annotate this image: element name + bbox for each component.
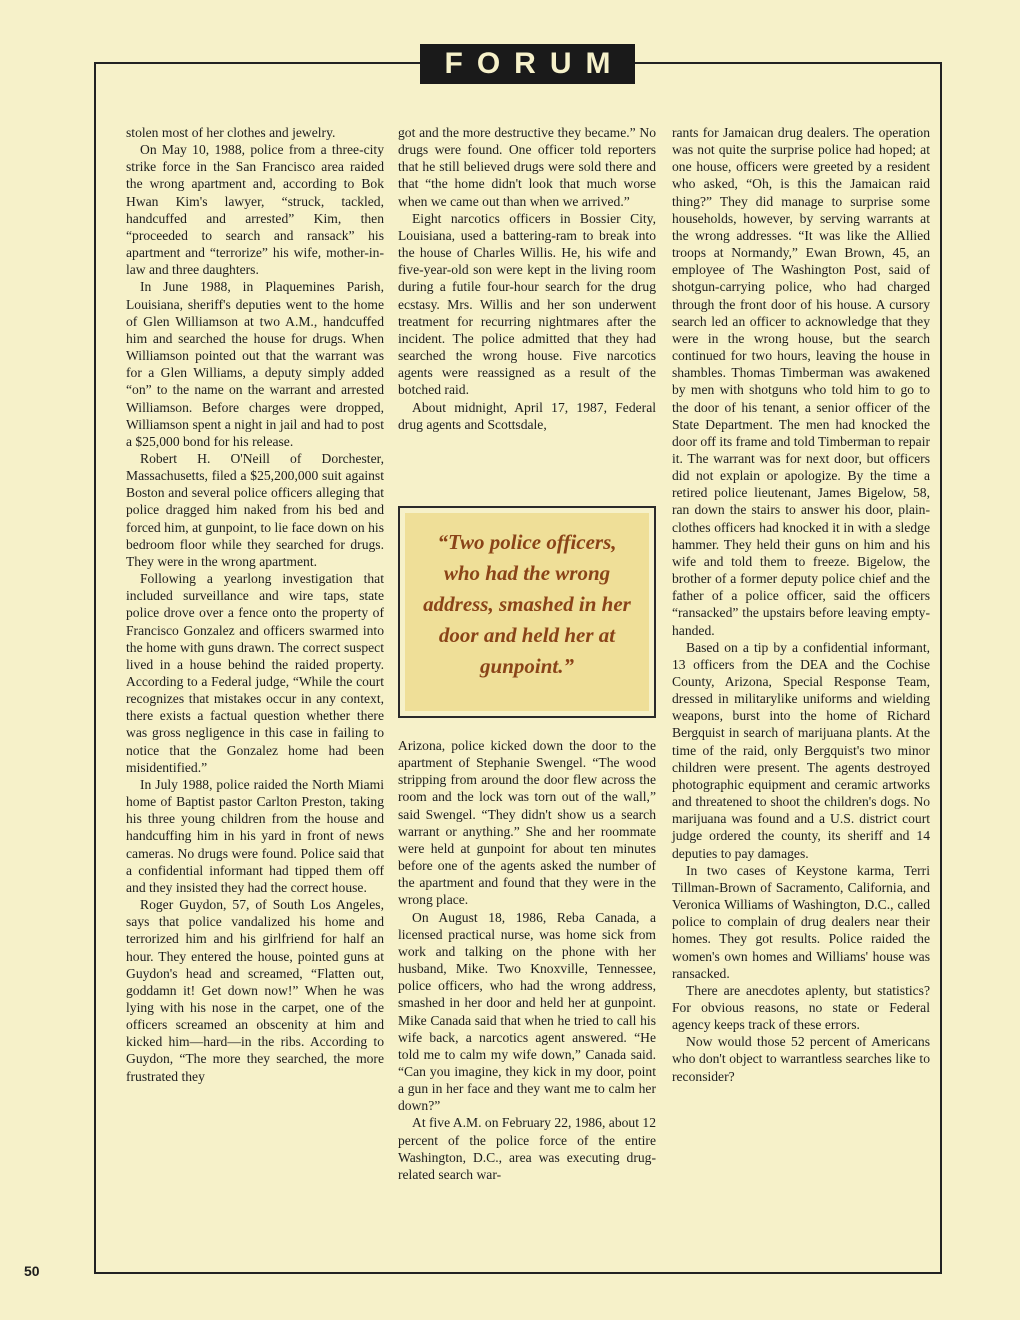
- paragraph: Based on a tip by a confidential informant, 13 officers from the DEA and the Cochise County, Arizona, Special Response Team, dressed in militarylike uniforms and wielding weapons, burst into the home of Richard Bergquist in search of marijuana plants. At the time of the raid, only Bergquist's two minor children were present. The agents destroyed photographic equipment and ceramic artworks and threatened to shoot the children's dogs. No marijuana was found and a U.S. district court judge ordered the county, its sheriff and 14 deputies to pay damages.: [672, 639, 930, 861]
- pullquote-box: [398, 506, 656, 718]
- article-column-2-bottom: [398, 737, 656, 1183]
- paragraph: On May 10, 1988, police from a three-city strike force in the San Francisco area raided the wrong apartment and, according to Bok Hwan Kim's lawyer, “struck, tackled, handcuffed and arrested” Kim, then “proceeded to search and ransack” his apartment and “terrorize” his wife, mother-in-law and three daughters.: [126, 142, 384, 278]
- pullquote-text: “Two police officers, who had the wrong address, smashed in her door and held her at gunpoint.”: [405, 513, 649, 711]
- paragraph: Now would those 52 percent of Americans who don't object to warrantless searches like to reconsider?: [672, 1034, 930, 1084]
- paragraph: In July 1988, police raided the North Miami home of Baptist pastor Carlton Preston, taking his three young children from the house and handcuffing him in his yard in front of news cameras. No drugs were found. Police said that a confidential informant had tipped them off and they insisted they had the correct house.: [126, 776, 384, 895]
- article-column-1: [126, 124, 384, 1085]
- paragraph: In two cases of Keystone karma, Terri Tillman-Brown of Sacramento, California, and Veronica Williams of Washington, D.C., called police to complain of drug dealers near their homes. They got results. Police raided the women's own homes and Williams' house was ransacked.: [672, 862, 930, 981]
- article-column-3: [672, 124, 930, 1085]
- section-masthead: FORUM: [420, 44, 635, 84]
- paragraph: On August 18, 1986, Reba Canada, a licensed practical nurse, was home sick from work and talking on the phone with her husband, Mike. Two Knoxville, Tennessee, police officers, who had the wrong address, smashed in her door and held her at gunpoint. Mike Canada said that when he tried to call his wife back, a narcotics agent answered. “He told me to calm my wife down,” Canada said. “Can you imagine, they kick in my door, point a gun in her face and they want me to calm her down?”: [398, 909, 656, 1114]
- page-number: 50: [24, 1263, 40, 1279]
- paragraph: Robert H. O'Neill of Dorchester, Massachusetts, filed a $25,200,000 suit against Boston and several police officers alleging that police dragged him naked from his bed and forced him, at gunpoint, to lie face down on his bedroom floor while they searched for drugs. They were in the wrong apartment.: [126, 450, 384, 569]
- paragraph: Roger Guydon, 57, of South Los Angeles, says that police vandalized his home and terrorized him and his girlfriend for half an hour. They entered the house, pointed guns at Guydon's head and screamed, “Flatten out, goddamn it! Get down now!” When he was lying with his nose in the carpet, one of the officers screamed an obscenity at him and kicked him—hard—in the ribs. According to Guydon, “The more they searched, the more frustrated they: [126, 897, 384, 1084]
- paragraph: At five A.M. on February 22, 1986, about 12 percent of the police force of the entire Washington, D.C., area was executing drug-related search war-: [398, 1115, 656, 1182]
- paragraph: Eight narcotics officers in Bossier City, Louisiana, used a battering-ram to break into the house of Charles Willis. He, his wife and five-year-old son were kept in the living room during a futile four-hour search for the drug ecstasy. Mrs. Willis and her son underwent treatment for recurring nightmares after the incident. The police admitted that they had searched the wrong house. Five narcotics agents were reassigned as a result of the botched raid.: [398, 210, 656, 398]
- paragraph: There are anecdotes aplenty, but statistics? For obvious reasons, no state or Federal agency keeps track of these errors.: [672, 982, 930, 1033]
- paragraph: In June 1988, in Plaquemines Parish, Louisiana, sheriff's deputies went to the home of Glen Williamson at two A.M., handcuffed him and searched the house for drugs. When Williamson pointed out that the warrant was for a Glen Williams, a deputy simply added “on” to the name on the warrant and arrested Williamson. Before charges were dropped, Williamson spent a night in jail and had to post a $25,000 bond for his release.: [126, 279, 384, 449]
- paragraph: got and the more destructive they became.” No drugs were found. One officer told reporters that he still believed drugs were sold there and that “the home didn't look that much worse when we came out than when we arrived.”: [398, 125, 656, 209]
- paragraph: About midnight, April 17, 1987, Federal drug agents and Scottsdale,: [398, 399, 656, 432]
- article-column-2-top: [398, 124, 656, 433]
- paragraph: Arizona, police kicked down the door to the apartment of Stephanie Swengel. “The wood stripping from around the door flew across the room and the lock was torn out of the wall,” said Swengel. “They didn't show us a search warrant or anything.” She and her roommate were held at gunpoint for about ten minutes before one of the agents asked the number of the apartment and found that they were in the wrong place.: [398, 738, 656, 908]
- paragraph: rants for Jamaican drug dealers. The operation was not quite the surprise police had hoped; at one house, officers were greeted by a resident who asked, “Oh, is this the Jamaican raid thing?” They did manage to surprise some households, however, by serving warrants at the wrong addresses. “It was like the Allied troops at Normandy,” Ewan Brown, 45, an employee of The Washington Post, said of shotgun-carrying police, who had charged through the front door of his house. A cursory search led an officer to acknowledge that they were in the wrong house, but the search continued for two hours, leaving the house in shambles. Thomas Timberman was awakened by men with shotguns who told him to go to the door of his tenant, a senior officer of the State Department. The men had knocked the door off its frame and told Timberman to repair it. The warrant was for next door, but officers did not explain or apologize. By the time a retired police lieutenant, James Bigelow, 58, ran down the stairs to answer his door, plain-clothes officers had knocked it in with a sledge hammer. They held their guns on him and his wife and told them to freeze. Bigelow, the brother of a former deputy police chief and the father of a police officer, said the officers “ransacked” the upstairs before leaving empty-handed.: [672, 125, 930, 638]
- paragraph: stolen most of her clothes and jewelry.: [126, 125, 336, 140]
- paragraph: Following a yearlong investigation that included surveillance and wire taps, state police drove over a fence onto the property of Francisco Gonzalez and officers swarmed into the home with guns drawn. The correct suspect lived in a house behind the raided property. According to a Federal judge, “While the court recognizes that mistakes occur in any context, there exists a factual question whether there was gross negligence in this case in failing to notice that the Gonzalez home had been misidentified.”: [126, 571, 384, 775]
